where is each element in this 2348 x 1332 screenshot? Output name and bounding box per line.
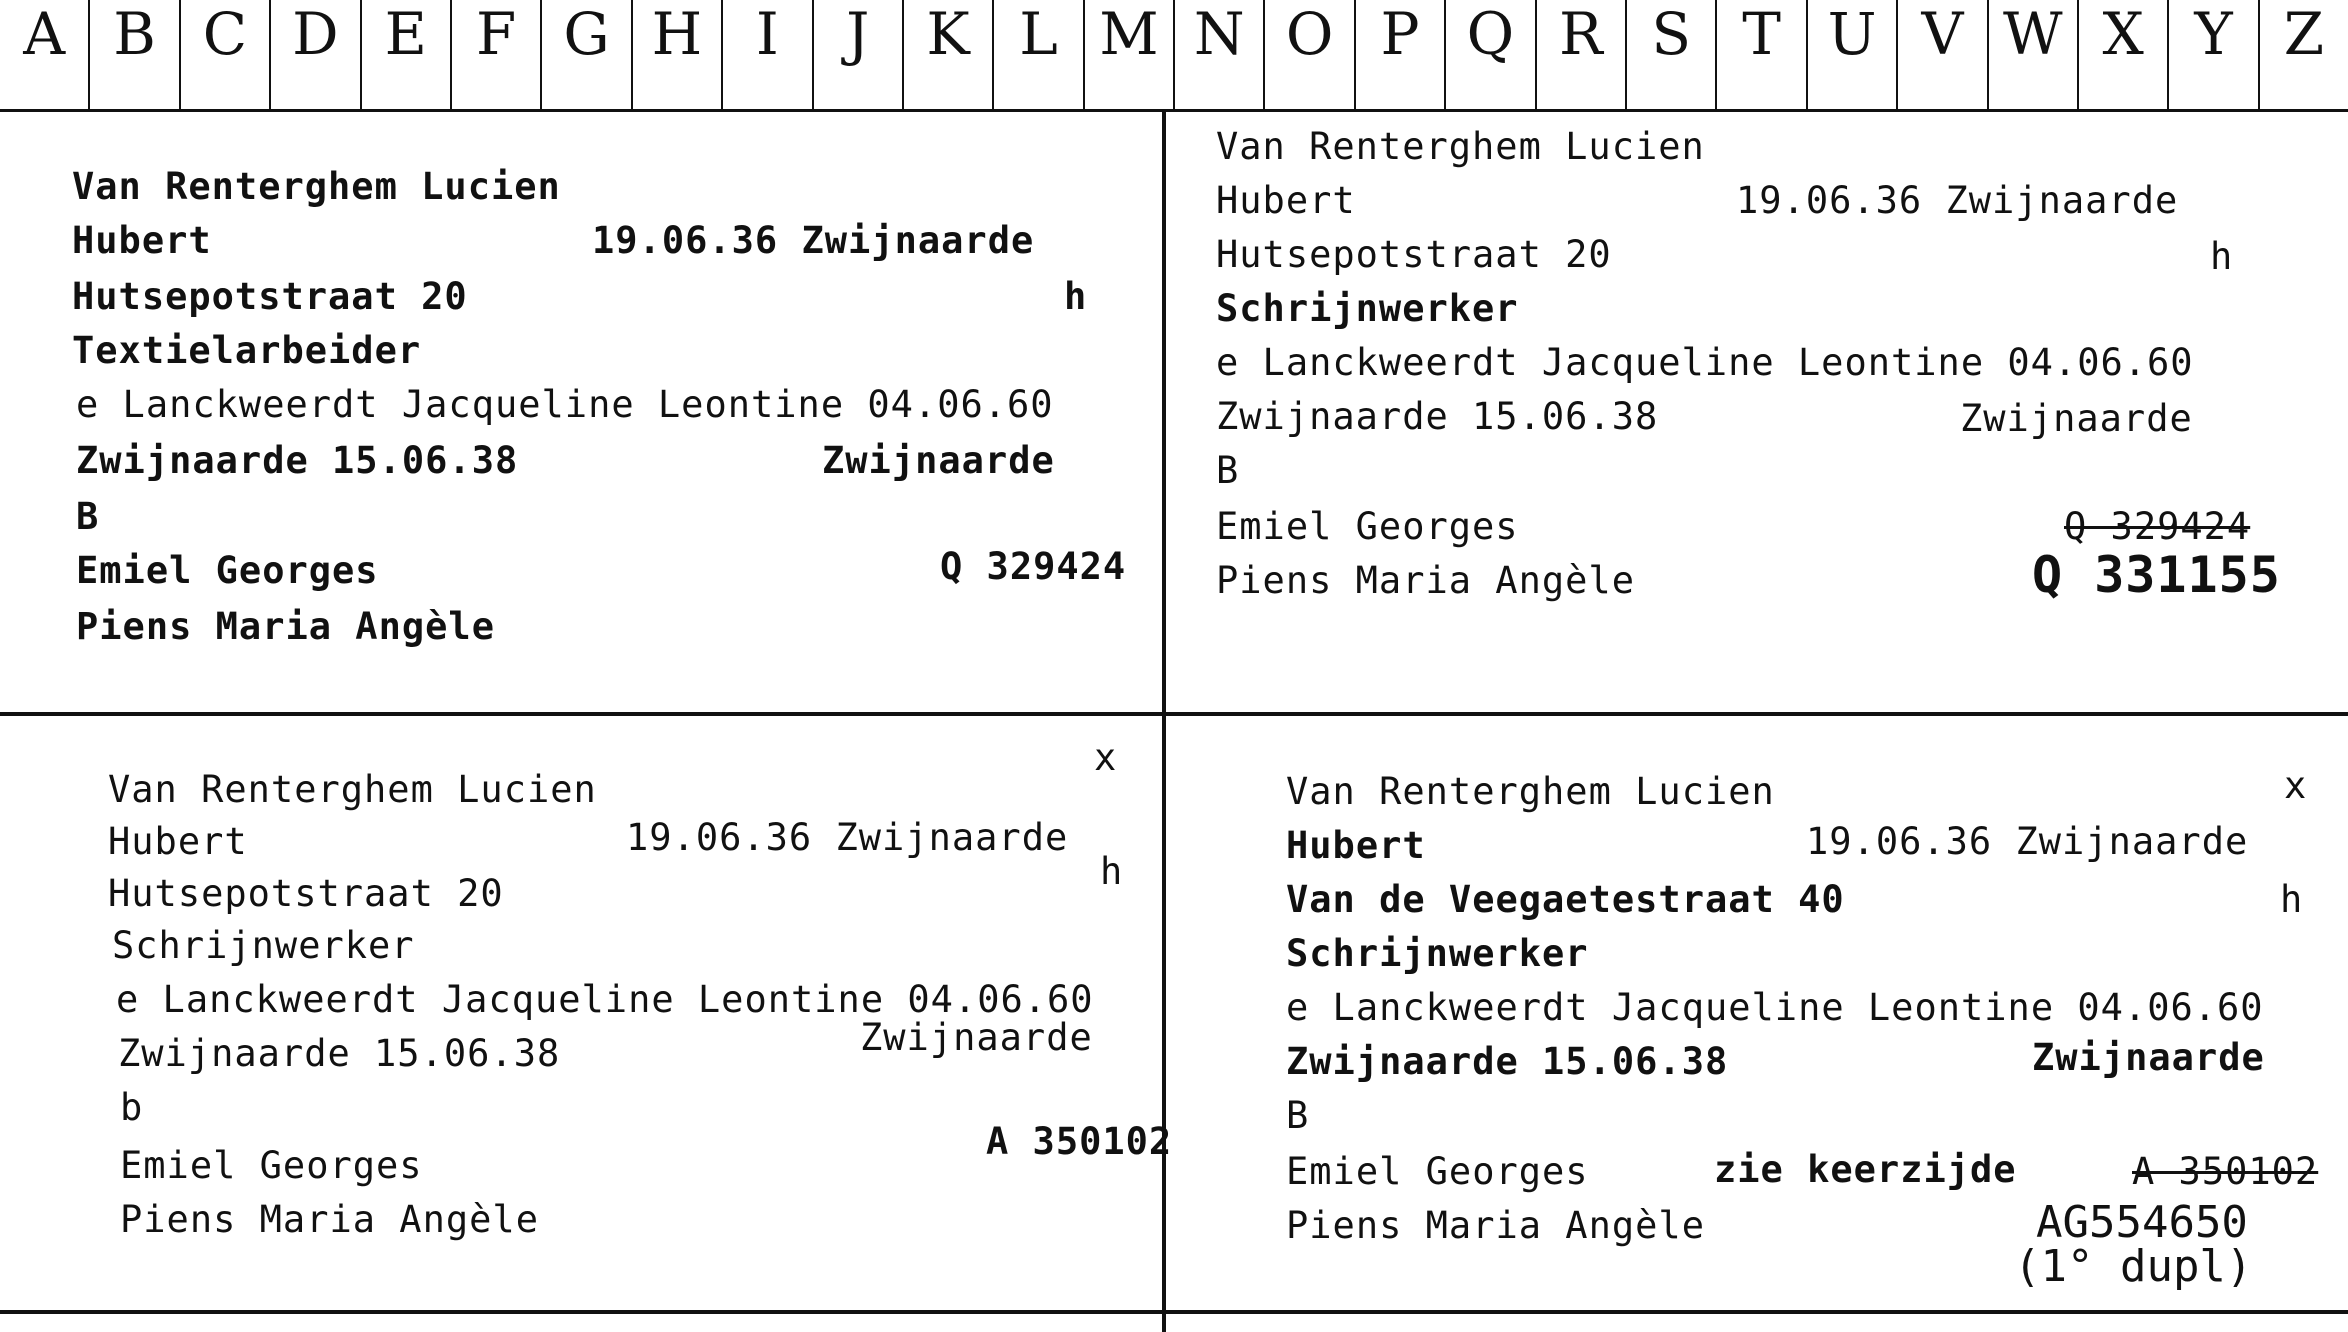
card-occupation: Schrijnwerker	[1286, 932, 1589, 975]
card-father: Emiel Georges	[1216, 505, 1519, 548]
index-letter-r: R	[1537, 0, 1627, 109]
card-father: Emiel Georges	[76, 549, 379, 592]
index-letter-m: M	[1085, 0, 1175, 109]
card-occupation: Schrijnwerker	[112, 924, 415, 967]
card-spouse-birth: Zwijnaarde 15.06.38	[76, 439, 519, 482]
index-card-4	[1166, 716, 2348, 1310]
card-name: Van Renterghem Lucien	[1286, 770, 1775, 813]
card-category: B	[1216, 449, 1240, 492]
card-file-number: A 350102	[986, 1120, 1173, 1163]
index-letter-n: N	[1175, 0, 1265, 109]
index-letter-q: Q	[1446, 0, 1536, 109]
index-letter-j: J	[814, 0, 904, 109]
index-letter-u: U	[1808, 0, 1898, 109]
card-address: Van de Veegaetestraat 40	[1286, 878, 1845, 921]
card-file-number-old: A 350102	[2132, 1150, 2319, 1193]
card-address: Hutsepotstraat 20	[108, 872, 504, 915]
index-letter-i: I	[723, 0, 813, 109]
alphabet-index-bar	[0, 0, 2348, 112]
index-letter-l: L	[994, 0, 1084, 109]
card-father: Emiel Georges	[120, 1144, 423, 1187]
index-letter-d: D	[271, 0, 361, 109]
card-first-names: Hubert	[72, 219, 212, 262]
card-file-number: AG554650	[2036, 1197, 2248, 1248]
index-letter-e: E	[362, 0, 452, 109]
card-mother: Piens Maria Angèle	[1286, 1204, 1705, 1247]
card-spouse: e Lanckweerdt Jacqueline Leontine 04.06.60	[76, 383, 1054, 426]
card-first-names: Hubert	[108, 820, 248, 863]
card-spouse-place: Zwijnaarde	[1960, 397, 2193, 440]
index-card-3	[0, 716, 1173, 1310]
card-father: Emiel Georges	[1286, 1150, 1589, 1193]
card-address: Hutsepotstraat 20	[1216, 233, 1612, 276]
card-birth: 19.06.36 Zwijnaarde	[626, 816, 1069, 859]
index-letter-v: V	[1898, 0, 1988, 109]
index-letter-w: W	[1989, 0, 2079, 109]
card-spouse-birth: Zwijnaarde 15.06.38	[1216, 395, 1659, 438]
index-letter-y: Y	[2169, 0, 2259, 109]
index-letter-o: O	[1265, 0, 1355, 109]
index-letter-c: C	[181, 0, 271, 109]
card-category: b	[120, 1086, 144, 1129]
index-letter-z: Z	[2283, 0, 2325, 68]
card-first-names: Hubert	[1286, 824, 1426, 867]
index-letter-f: F	[452, 0, 542, 109]
card-spouse-place: Zwijnaarde	[860, 1016, 1093, 1059]
index-letter-h: H	[633, 0, 723, 109]
card-category: B	[76, 495, 100, 538]
card-marker-h: h	[2280, 878, 2304, 921]
card-name: Van Renterghem Lucien	[72, 165, 561, 208]
card-spouse: e Lanckweerdt Jacqueline Leontine 04.06.60	[1216, 341, 2194, 384]
card-birth: 19.06.36 Zwijnaarde	[592, 219, 1035, 262]
index-letter-b: B	[90, 0, 180, 109]
card-name: Van Renterghem Lucien	[1216, 125, 1705, 168]
bottom-divider	[0, 1310, 2348, 1314]
card-first-names: Hubert	[1216, 179, 1356, 222]
index-letter-a: A	[0, 0, 90, 109]
index-letter-g: G	[542, 0, 632, 109]
index-letter-p: P	[1356, 0, 1446, 109]
index-letter-k: K	[904, 0, 994, 109]
card-spouse: e Lanckweerdt Jacqueline Leontine 04.06.60	[116, 978, 1094, 1021]
card-spouse-birth: Zwijnaarde 15.06.38	[1286, 1040, 1729, 1083]
card-occupation: Textielarbeider	[72, 329, 422, 372]
card-file-number: Q 331155	[2032, 546, 2281, 604]
card-name: Van Renterghem Lucien	[108, 768, 597, 811]
card-address: Hutsepotstraat 20	[72, 275, 468, 318]
card-marker-h: h	[2210, 235, 2234, 278]
card-marker-h: h	[1100, 850, 1124, 893]
card-category: B	[1286, 1094, 1310, 1137]
card-mother: Piens Maria Angèle	[120, 1198, 539, 1241]
card-birth: 19.06.36 Zwijnaarde	[1806, 820, 2249, 863]
card-mother: Piens Maria Angèle	[1216, 559, 1635, 602]
card-spouse-place: Zwijnaarde	[822, 439, 1055, 482]
card-duplicate-note: (1° dupl)	[2014, 1241, 2253, 1292]
card-note: zie keerzijde	[1714, 1148, 2017, 1191]
card-mother: Piens Maria Angèle	[76, 605, 495, 648]
card-spouse-place: Zwijnaarde	[2032, 1036, 2265, 1079]
card-marker-x: x	[1094, 736, 1118, 779]
card-file-number: Q 329424	[940, 545, 1127, 588]
card-spouse-birth: Zwijnaarde 15.06.38	[118, 1032, 561, 1075]
card-marker-h: h	[1064, 275, 1088, 318]
index-letter-t: T	[1717, 0, 1807, 109]
card-spouse: e Lanckweerdt Jacqueline Leontine 04.06.60	[1286, 986, 2264, 1029]
index-card-1	[0, 115, 1162, 712]
card-marker-x: x	[2284, 764, 2308, 807]
card-occupation: Schrijnwerker	[1216, 287, 1519, 330]
card-birth: 19.06.36 Zwijnaarde	[1736, 179, 2179, 222]
card-file-number-old: Q 329424	[2064, 505, 2251, 548]
index-letter-x: X	[2079, 0, 2169, 109]
index-card-2	[1166, 115, 2348, 712]
index-letter-s: S	[1627, 0, 1717, 109]
